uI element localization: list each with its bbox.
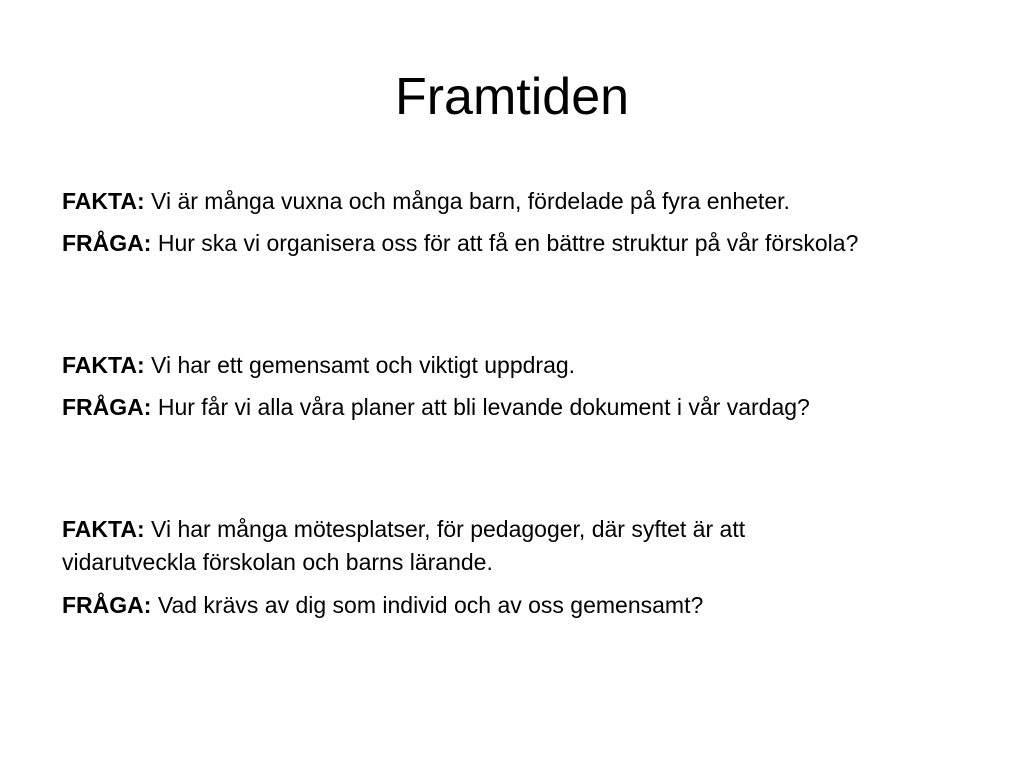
fraga-paragraph-2 xyxy=(62,391,962,424)
fakta-text: Vi har många mötesplatser, för pedagoger, där syftet är att xyxy=(144,516,746,542)
fakta-text-continued: vidarutveckla förskolan och barns lärande. xyxy=(62,549,493,575)
fakta-text: Vi är många vuxna och många barn, fördelade på fyra enheter. xyxy=(144,188,790,214)
fraga-text: Vad krävs av dig som individ och av oss gemensamt? xyxy=(151,592,704,618)
fraga-label: FRÅGA: xyxy=(62,394,152,420)
fraga-text: Hur får vi alla våra planer att bli levande dokument i vår vardag? xyxy=(151,394,810,420)
fakta-paragraph-3 xyxy=(62,513,962,579)
fakta-paragraph-2 xyxy=(62,349,962,382)
fraga-paragraph-3 xyxy=(62,589,962,622)
fakta-paragraph-1 xyxy=(62,185,962,218)
slide-title: Framtiden xyxy=(394,68,630,126)
fakta-label: FAKTA: xyxy=(62,516,145,542)
fraga-paragraph-1 xyxy=(62,227,962,260)
fakta-label: FAKTA: xyxy=(62,188,145,214)
fraga-text: Hur ska vi organisera oss för att få en bättre struktur på vår förskola? xyxy=(151,230,859,256)
fraga-label: FRÅGA: xyxy=(62,592,152,618)
fakta-label: FAKTA: xyxy=(62,352,145,378)
fakta-text: Vi har ett gemensamt och viktigt uppdrag. xyxy=(144,352,576,378)
fraga-label: FRÅGA: xyxy=(62,230,152,256)
